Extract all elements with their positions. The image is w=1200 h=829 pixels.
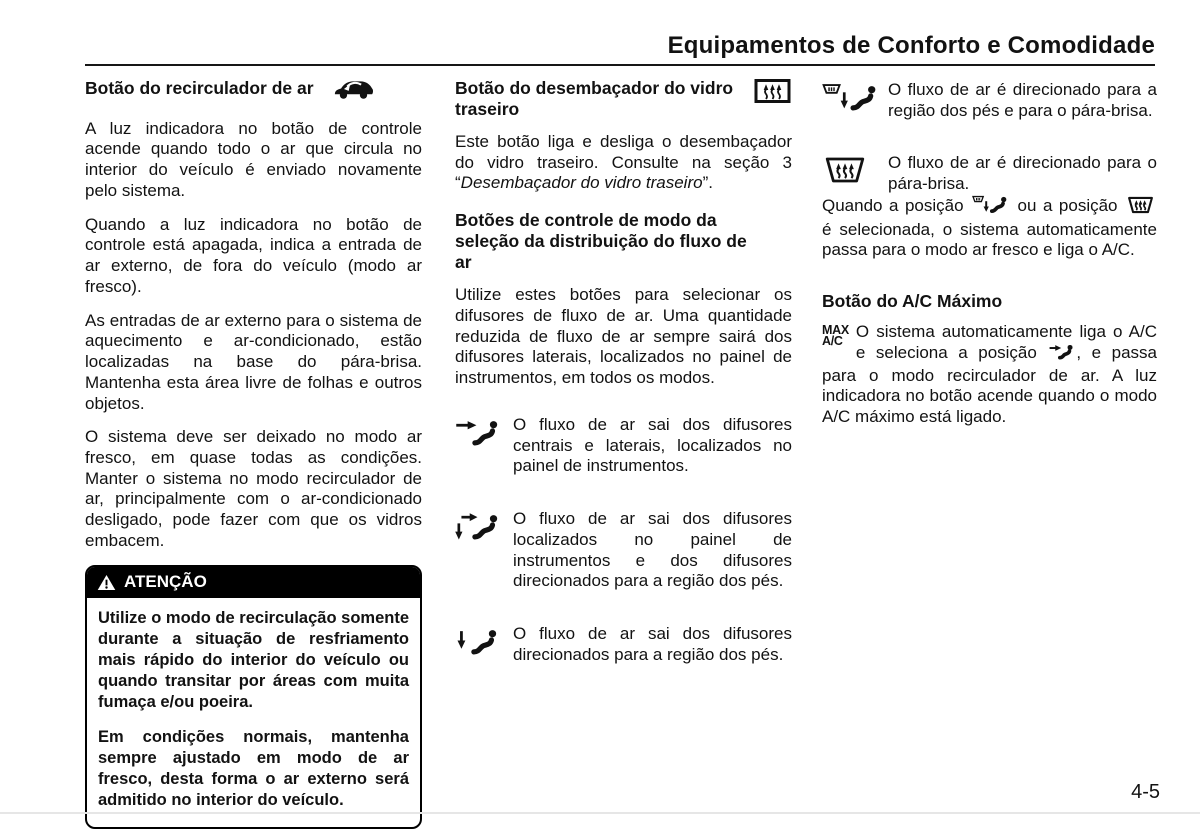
column-recirculation [85,78,422,829]
warning-header [87,567,420,599]
ac-max-paragraph [822,322,1157,428]
recirculation-heading-row [85,78,422,107]
airflow-buttons-heading: Botões de controle de modo da seleção da distribuição do fluxo de ar [455,210,747,273]
text-segment: Este botão liga e desliga o desembaçador do vidro traseiro. Consulte na seção 3 “ [455,132,792,193]
airflow-item [455,509,792,592]
airflow-item-text: O fluxo de ar sai dos difusores centrais e laterais, localizados no painel de instrumentos. [513,414,792,476]
auto-ac-note [822,195,1157,261]
airflow-item-text: O fluxo de ar é direcionado para o pára-brisa. [888,153,1157,194]
paragraph: Utilize estes botões para selecionar os difusores de fluxo de ar. Uma quantidade reduzida de fluxo de ar sempre sairá dos difusores laterais, localizados no painel de instrumentos, em todos os modos. [455,285,792,388]
vent-face-icon [1049,345,1074,364]
paragraph: O sistema deve ser deixado no modo ar fresco, em quase todas as condições. Manter o sistema no modo recirculador de ar, principalmente com o ar-condicionado desligado, pode fazer com que os vidros embacem. [85,427,422,550]
page-number: 4-5 [1131,781,1160,803]
header-rule [85,64,1155,66]
windshield-defrost-icon [822,153,888,194]
bottom-rule [0,812,1200,814]
column-defroster-airflow [455,78,792,665]
paragraph [455,132,792,194]
text-segment: Quando a posição [822,195,971,215]
vent-face-icon [455,415,513,477]
windshield-defrost-icon [1126,199,1155,218]
text-segment: ou a posição [1011,195,1124,215]
warning-title: ATENÇÃO [124,571,207,591]
italic-reference: Desembaçador do vidro traseiro [460,173,703,193]
max-label: MAX [822,323,849,338]
ac-max-heading: Botão do A/C Máximo [822,291,1003,312]
page-title: Equipamentos de Conforto e Comodidade [667,32,1155,59]
text-segment: O sistema automaticamente liga o A/C e seleciona a posição [855,322,1157,362]
ac-label: A/C [822,333,843,348]
text-segment: é selecionada, o sistema automaticamente passa para o modo ar fresco e liga o A/C. [822,219,1157,260]
paragraph: Quando a luz indicadora no botão de controle está apagada, indica a entrada de ar externo, de fora do veículo (modo ar fresco). [85,214,422,296]
warning-paragraph: Utilize o modo de recirculação somente durante a situação de resfriamento mais rápido do interior do veículo ou quando transitar por áreas com muita fumaça e/ou poeira. [98,609,409,712]
warning-triangle-icon [97,574,116,591]
recirculation-car-icon [332,76,374,107]
airflow-item-text: O fluxo de ar sai dos difusores direcionados para a região dos pés. [513,624,792,664]
warning-body [87,598,420,827]
floor-airflow-icon [455,624,513,665]
warning-paragraph: Em condições normais, mantenha sempre ajustado em modo de ar fresco, desta forma o ar externo será admitido no interior do veículo. [98,728,409,810]
max-ac-label [822,325,849,346]
paragraph: As entradas de ar externo para o sistema de aquecimento e ar-condicionado, estão localizadas na base do pára-brisa. Mantenha esta área livre de folhas e outros objetos. [85,310,422,413]
airflow-item [822,80,1157,121]
defrost-floor-icon [822,80,888,121]
airflow-item [455,415,792,477]
defrost-floor-icon [972,199,1009,218]
warning-box [85,565,422,829]
airflow-item-text: O fluxo de ar é direcionado para a região dos pés e para o pára-brisa. [888,80,1157,120]
airflow-item [822,153,1157,194]
recirculation-heading: Botão do recirculador de ar [85,78,314,98]
airflow-item-text: O fluxo de ar sai dos difusores localizados no painel de instrumentos e dos difusores direcionados para a região dos pés. [513,509,792,591]
text-segment: ”. [702,173,713,193]
airflow-item [455,624,792,665]
text-segment: , e passa para o modo recirculador de ar. A luz indicadora no botão acende quando o modo A/C máximo está ligado. [822,342,1157,427]
paragraph: A luz indicadora no botão de controle acende quando todo o ar que circula no interior do veículo é enviado novamente pelo sistema. [85,118,422,200]
rear-defroster-heading: Botão do desembaçador do vidro traseiro [455,78,734,119]
rear-defroster-heading-row [455,78,792,120]
column-defrost-acmax [822,78,1157,441]
rear-defroster-icon [753,78,792,110]
bilevel-airflow-icon [455,509,513,592]
